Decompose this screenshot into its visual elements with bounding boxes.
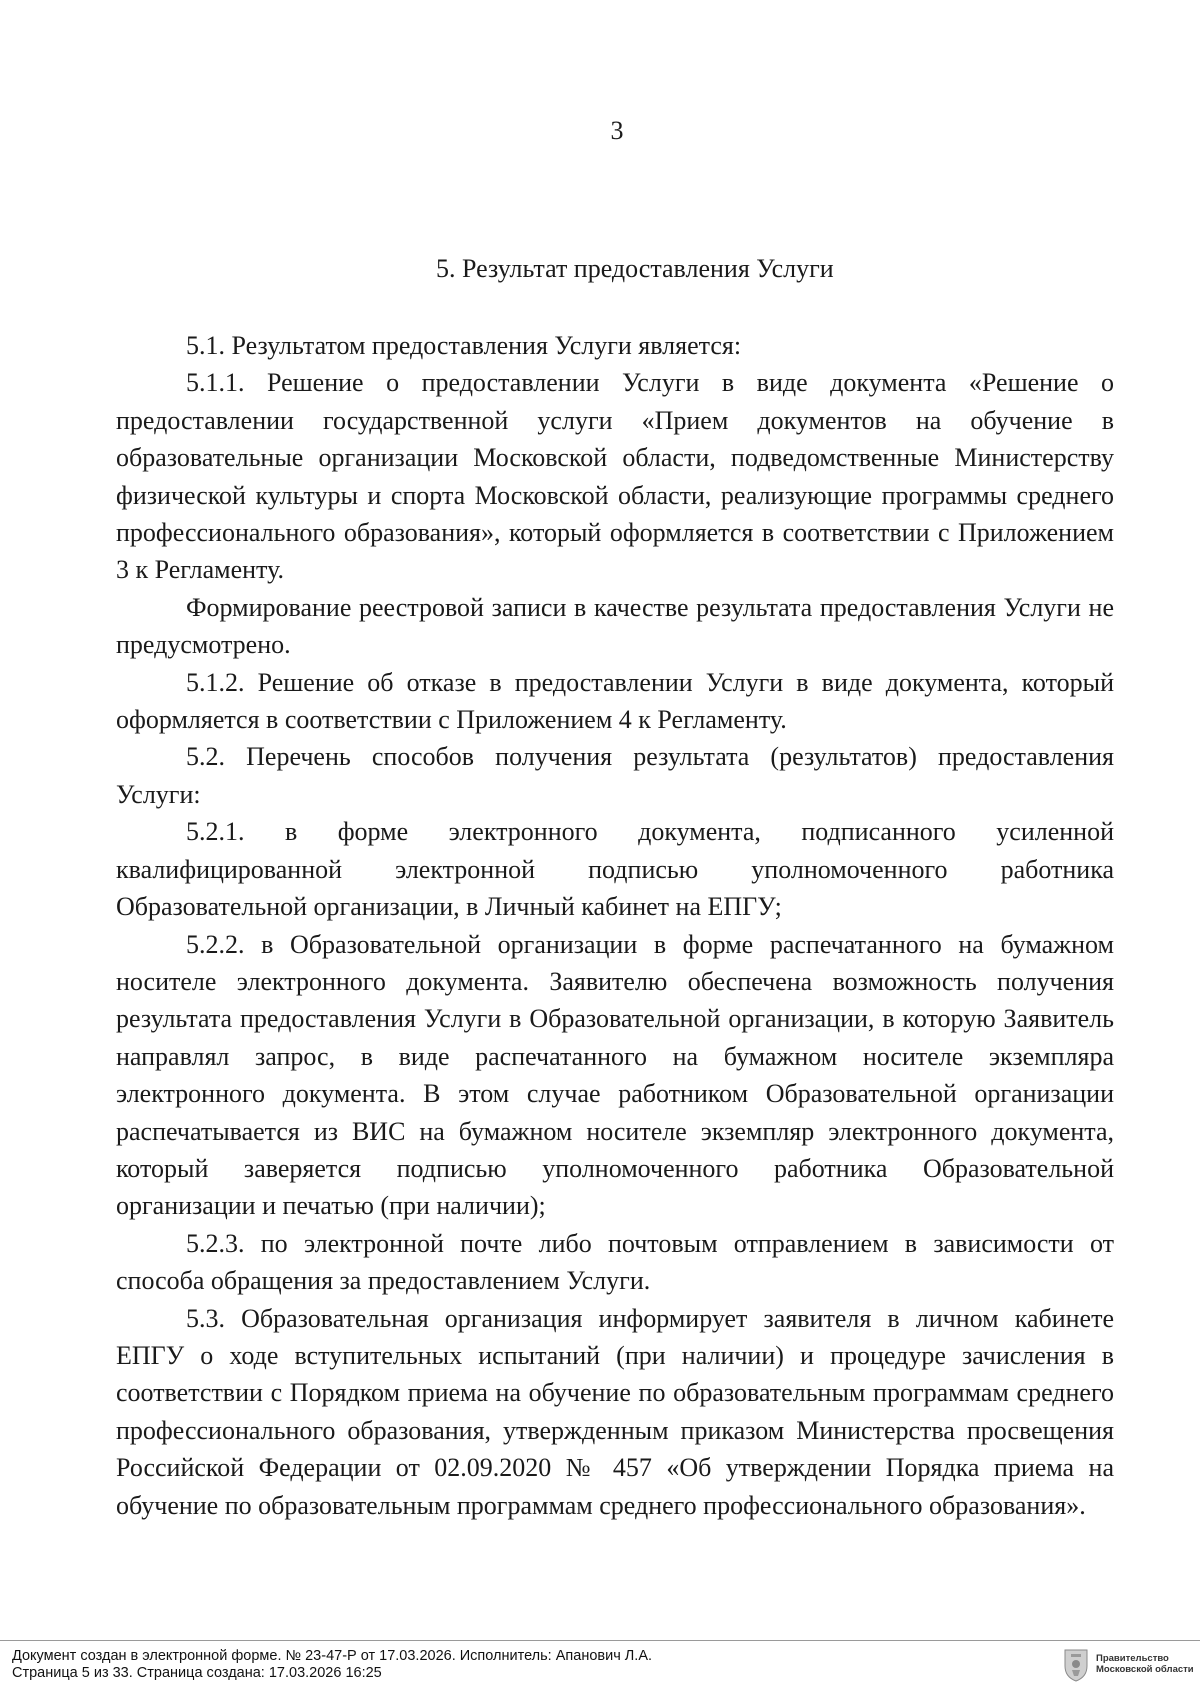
paragraph-5-1-1: 5.1.1. Решение о предоставлении Услуги в виде документа «Решение о предоставлении государственной услуги «Прием документов на обучение в образовательные организации Московской области, подведомственные Министерству физической культуры и спорта Московской области, реализующие программы среднего профессионального образования», который оформляется в соответствии с Приложением 3 к Регламенту. (116, 368, 1114, 585)
logo-label-line1: Правительство (1096, 1653, 1169, 1664)
footer-info (12, 1648, 652, 1682)
logo-label (1096, 1653, 1194, 1675)
paragraph-5-2: 5.2. Перечень способов получения результата (результатов) предоставления Услуги: (116, 742, 1114, 809)
footer-page-info: Страница 5 из 33. Страница создана: 17.03.2026 16:25 (12, 1665, 382, 1681)
paragraph-5-1-2: 5.1.2. Решение об отказе в предоставлении Услуги в виде документа, который оформляется в соответствии с Приложением 4 к Регламенту. (116, 667, 1114, 735)
paragraph-registry-note: Формирование реестровой записи в качестве результата предоставления Услуги не предусмотрено. (116, 592, 1114, 660)
footer-divider (0, 1640, 1200, 1641)
section-title: 5. Результат предоставления Услуги (436, 254, 834, 283)
paragraph-5-3: 5.3. Образовательная организация информирует заявителя в личном кабинете ЕПГУ о ходе вступительных испытаний (при наличии) и процедуре зачисления в соответствии с Порядком приема на обучение по образовательным программам среднего профессионального образования, утвержденным приказом Министерства просвещения Российской Федерации от 02.09.2020 № 457 «Об утверждении Порядка приема на обучение по образовательным программам среднего профессионального образования». (116, 1303, 1114, 1520)
logo-label-line2: Московской области (1096, 1664, 1194, 1675)
paragraph-5-2-3: 5.2.3. по электронной почте либо почтовым отправлением в зависимости от способа обращения за предоставлением Услуги. (116, 1228, 1114, 1296)
document-body (116, 327, 1114, 1524)
paragraph-5-1: 5.1. Результатом предоставления Услуги является: (186, 331, 742, 360)
page-number: 3 (610, 116, 624, 145)
paragraph-5-2-2: 5.2.2. в Образовательной организации в форме распечатанного на бумажном носителе электронного документа. Заявителю обеспечена возможность получения результата предоставления Услуги в Образовательной организации, в которую Заявитель направлял запрос, в виде распечатанного на бумажном носителе экземпляра электронного документа. В этом случае работником Образовательной организации распечатывается из ВИС на бумажном носителе экземпляр электронного документа, который заверяется подписью уполномоченного работника Образовательной организации и печатью (при наличии); (116, 929, 1114, 1221)
coat-of-arms-icon (1062, 1646, 1090, 1682)
government-logo (1062, 1646, 1194, 1682)
footer-document-info: Документ создан в электронной форме. № 23-47-Р от 17.03.2026. Исполнитель: Апанович Л.А. (12, 1648, 653, 1664)
paragraph-5-2-1: 5.2.1. в форме электронного документа, подписанного усиленной квалифицированной электронной подписью уполномоченного работника Образовательной организации, в Личный кабинет на ЕПГУ; (116, 817, 1114, 922)
